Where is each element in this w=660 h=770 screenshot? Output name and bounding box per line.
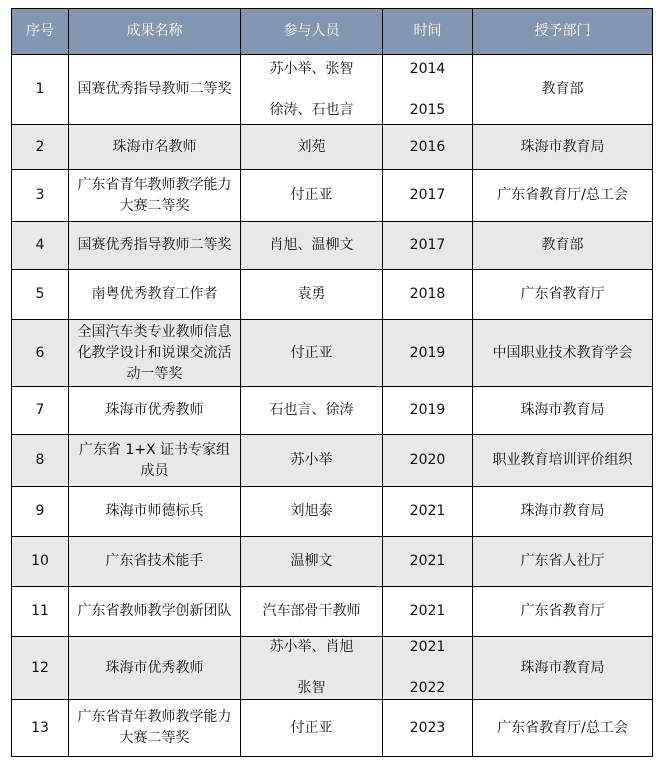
cell-name: 国赛优秀指导教师二等奖: [69, 222, 241, 270]
cell-no: 13: [12, 700, 69, 757]
cell-time: 2021: [383, 587, 473, 637]
cell-people: 肖旭、温柳文: [241, 222, 383, 270]
header-no: 序号: [12, 9, 69, 55]
people-list: [245, 59, 378, 121]
cell-dept: 珠海市教育局: [473, 125, 653, 170]
cell-time: 2019: [383, 387, 473, 435]
cell-name: 国赛优秀指导教师二等奖: [69, 55, 241, 125]
cell-dept: 广东省人社厅: [473, 537, 653, 587]
header-people: 参与人员: [241, 9, 383, 55]
header-name: 成果名称: [69, 9, 241, 55]
table-row: [12, 487, 653, 537]
cell-people: 付正亚: [241, 170, 383, 222]
cell-people: 刘旭泰: [241, 487, 383, 537]
cell-name: 珠海市名教师: [69, 125, 241, 170]
cell-time: 2018: [383, 270, 473, 320]
cell-name: 广东省 1+X 证书专家组成员: [69, 435, 241, 487]
cell-people: [241, 55, 383, 125]
cell-dept: 中国职业技术教育学会: [473, 320, 653, 387]
cell-no: 5: [12, 270, 69, 320]
table-row: [12, 587, 653, 637]
cell-people: 温柳文: [241, 537, 383, 587]
cell-no: 9: [12, 487, 69, 537]
cell-people: 苏小举: [241, 435, 383, 487]
time-entry: 2014: [409, 60, 446, 77]
people-entry: 张智: [297, 680, 326, 696]
cell-dept: 职业教育培训评价组织: [473, 435, 653, 487]
table-row: [12, 170, 653, 222]
cell-time: 2017: [383, 170, 473, 222]
cell-name: 广东省青年教师教学能力大赛二等奖: [69, 170, 241, 222]
table-row: [12, 387, 653, 435]
table-row: [12, 270, 653, 320]
cell-time: 2020: [383, 435, 473, 487]
table-row: [12, 435, 653, 487]
table-header: [12, 9, 653, 55]
table-row: [12, 320, 653, 387]
cell-time: [383, 55, 473, 125]
cell-time: 2019: [383, 320, 473, 387]
cell-dept: 教育部: [473, 222, 653, 270]
cell-dept: 珠海市教育局: [473, 637, 653, 700]
table-body: [12, 55, 653, 757]
header-dept: 授予部门: [473, 9, 653, 55]
table-row: [12, 537, 653, 587]
cell-no: 4: [12, 222, 69, 270]
cell-dept: 广东省教育厅/总工会: [473, 700, 653, 757]
cell-no: 2: [12, 125, 69, 170]
people-entry: 苏小举、张智: [269, 60, 354, 77]
cell-time: 2021: [383, 487, 473, 537]
people-entry: 苏小举、肖旭: [269, 639, 354, 655]
cell-people: [241, 637, 383, 700]
cell-time: [383, 637, 473, 700]
cell-no: 3: [12, 170, 69, 222]
cell-dept: 广东省教育厅: [473, 270, 653, 320]
time-entry: 2022: [409, 680, 446, 696]
cell-no: 12: [12, 637, 69, 700]
table-row: [12, 222, 653, 270]
cell-name: 南粤优秀教育工作者: [69, 270, 241, 320]
cell-no: 11: [12, 587, 69, 637]
cell-no: 1: [12, 55, 69, 125]
cell-name: 广东省教师教学创新团队: [69, 587, 241, 637]
cell-time: 2021: [383, 537, 473, 587]
table-row: [12, 700, 653, 757]
cell-people: 刘苑: [241, 125, 383, 170]
people-entry: 徐涛、石也言: [269, 101, 354, 118]
cell-people: 汽车部骨干教师: [241, 587, 383, 637]
cell-name: 珠海市优秀教师: [69, 387, 241, 435]
time-entry: 2015: [409, 101, 446, 118]
cell-no: 7: [12, 387, 69, 435]
cell-dept: 广东省教育厅: [473, 587, 653, 637]
people-list: [245, 637, 378, 699]
cell-name: 广东省青年教师教学能力大赛二等奖: [69, 700, 241, 757]
cell-name: 珠海市优秀教师: [69, 637, 241, 700]
header-row: [12, 9, 653, 55]
header-time: 时间: [383, 9, 473, 55]
cell-people: 付正亚: [241, 320, 383, 387]
table-row: [12, 125, 653, 170]
cell-name: 广东省技术能手: [69, 537, 241, 587]
time-list: [387, 637, 468, 699]
awards-table-container: [11, 8, 653, 757]
cell-dept: 珠海市教育局: [473, 387, 653, 435]
table-row: [12, 637, 653, 700]
cell-no: 6: [12, 320, 69, 387]
time-entry: 2021: [409, 639, 446, 655]
cell-name: 珠海市师德标兵: [69, 487, 241, 537]
cell-time: 2017: [383, 222, 473, 270]
cell-people: 付正亚: [241, 700, 383, 757]
cell-time: 2023: [383, 700, 473, 757]
cell-time: 2016: [383, 125, 473, 170]
cell-no: 8: [12, 435, 69, 487]
cell-dept: 教育部: [473, 55, 653, 125]
awards-table: [11, 8, 653, 757]
cell-name: 全国汽车类专业教师信息化教学设计和说课交流活动一等奖: [69, 320, 241, 387]
cell-dept: 广东省教育厅/总工会: [473, 170, 653, 222]
cell-no: 10: [12, 537, 69, 587]
cell-people: 石也言、徐涛: [241, 387, 383, 435]
cell-dept: 珠海市教育局: [473, 487, 653, 537]
table-row: [12, 55, 653, 125]
cell-people: 袁勇: [241, 270, 383, 320]
time-list: [387, 59, 468, 121]
